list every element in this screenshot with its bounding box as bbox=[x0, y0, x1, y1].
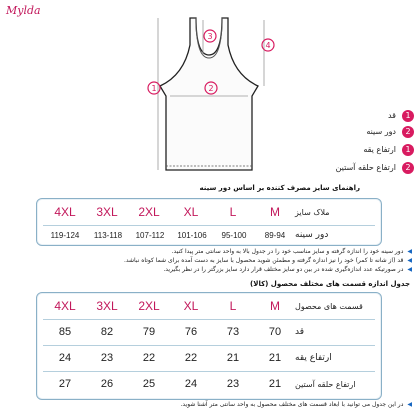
neck-value-3xl: 23 bbox=[100, 352, 114, 364]
svg-text:1: 1 bbox=[151, 84, 157, 93]
neck-value-4xl: 24 bbox=[58, 352, 72, 364]
size-m: M bbox=[270, 205, 280, 219]
triangle-bullet-icon: ◀ bbox=[407, 266, 412, 273]
size-header-row bbox=[37, 199, 381, 225]
length-value-2xl: 79 bbox=[142, 326, 156, 338]
size-2xl: 2XL bbox=[138, 205, 160, 219]
armhole-value-l: 23 bbox=[226, 378, 240, 390]
footer-note-text: در این جدول می توانید با ابعاد قسمت های مختلف محصول به واحد سانتی متر آشنا شوید. bbox=[180, 401, 404, 408]
chest-value-xl: 101-106 bbox=[177, 230, 207, 240]
length-value-4xl: 85 bbox=[58, 326, 72, 338]
triangle-bullet-icon: ◀ bbox=[407, 248, 412, 255]
product-measurements-title: جدول اندازه قسمت های مختلف محصول (کالا) bbox=[250, 280, 410, 288]
armhole-value-xl: 24 bbox=[184, 378, 198, 390]
chest-value-l: 95-100 bbox=[221, 230, 247, 240]
size-l: L bbox=[229, 299, 237, 313]
note-1-text: دور سینه خود را اندازه گرفته و سایز مناسب خود را در جدول بالا به واحد سانتی متر پیدا کنید. bbox=[171, 248, 404, 255]
size-3xl: 3XL bbox=[96, 205, 118, 219]
length-value-l: 73 bbox=[226, 326, 240, 338]
armhole-value-2xl: 25 bbox=[142, 378, 156, 390]
legend-label-length: قد bbox=[387, 111, 396, 120]
note-2-text: قد (از شانه تا کمر) خود را نیز اندازه گرفته و مطمئن شوید محصول با سایز به دست آمده برای شما کوتاه نباشد. bbox=[123, 257, 404, 264]
armhole-row-label: ارتفاع حلقه آستین bbox=[295, 379, 356, 389]
svg-text:4: 4 bbox=[265, 41, 271, 50]
note-3-text: در صورتیکه عدد اندازه‌گیری شده در بین دو سایز مختلف قرار دارد سایز بزرگتر را در نظر بگیرید. bbox=[163, 266, 404, 273]
size-xl: XL bbox=[183, 299, 199, 313]
length-value-xl: 76 bbox=[184, 326, 198, 338]
length-row-label: قد bbox=[295, 327, 305, 337]
size-header-row bbox=[37, 293, 381, 319]
chest-row-label: دور سینه bbox=[295, 230, 329, 240]
badge-3 bbox=[204, 30, 216, 42]
chest-value-4xl: 119-124 bbox=[50, 230, 80, 240]
armhole-value-m: 21 bbox=[268, 378, 282, 390]
legend-item-armhole bbox=[288, 162, 414, 174]
size-l: L bbox=[229, 205, 237, 219]
legend-number-2: 2 bbox=[402, 126, 414, 138]
neck-row-label: ارتفاع یقه bbox=[295, 353, 332, 363]
chest-value-m: 89-94 bbox=[264, 230, 286, 240]
svg-text:2: 2 bbox=[208, 84, 214, 93]
brand-logo: Mylda bbox=[6, 4, 41, 17]
size-2xl: 2XL bbox=[138, 299, 160, 313]
size-guide-table bbox=[36, 198, 382, 246]
legend-label-armhole: ارتفاع حلقه آستین bbox=[335, 163, 396, 172]
legend-label-chest: دور سینه bbox=[366, 127, 396, 136]
neck-value-xl: 22 bbox=[184, 352, 198, 364]
chest-value-2xl: 107-112 bbox=[135, 230, 165, 240]
legend-item-length bbox=[288, 110, 414, 122]
armhole-value-3xl: 26 bbox=[100, 378, 114, 390]
size-guide-title: راهنمای سایز مصرف کننده بر اساس دور سینه bbox=[199, 184, 360, 192]
svg-text:3: 3 bbox=[207, 32, 213, 41]
neck-value-2xl: 22 bbox=[142, 352, 156, 364]
legend-item-neck bbox=[288, 144, 414, 156]
legend-number-4: 2 bbox=[402, 162, 414, 174]
size-4xl: 4XL bbox=[54, 299, 76, 313]
legend-label-neck: ارتفاع یقه bbox=[363, 145, 396, 154]
legend-number-3: 1 bbox=[402, 144, 414, 156]
product-measurements-table bbox=[36, 292, 382, 400]
footer-note bbox=[180, 401, 412, 408]
length-value-m: 70 bbox=[268, 326, 282, 338]
note-1 bbox=[172, 248, 412, 256]
triangle-bullet-icon: ◀ bbox=[407, 401, 412, 408]
chest-value-3xl: 113-118 bbox=[93, 230, 123, 240]
size-4xl: 4XL bbox=[54, 205, 76, 219]
chest-values-row bbox=[37, 225, 381, 245]
table-row bbox=[37, 345, 381, 371]
table-row bbox=[37, 319, 381, 345]
legend-number-1: 1 bbox=[402, 110, 414, 122]
neck-value-m: 21 bbox=[268, 352, 282, 364]
size-xl: XL bbox=[183, 205, 199, 219]
note-2 bbox=[124, 257, 412, 265]
legend-item-chest bbox=[288, 126, 414, 138]
table-row bbox=[37, 371, 381, 397]
product-parts-label: قسمت های محصول bbox=[295, 301, 363, 311]
size-m: M bbox=[270, 299, 280, 313]
neck-value-l: 21 bbox=[226, 352, 240, 364]
length-value-3xl: 82 bbox=[100, 326, 114, 338]
size-3xl: 3XL bbox=[96, 299, 118, 313]
note-3 bbox=[163, 266, 412, 274]
armhole-value-4xl: 27 bbox=[58, 378, 72, 390]
size-criteria-label: ملاک سایز bbox=[295, 207, 330, 217]
triangle-bullet-icon: ◀ bbox=[407, 257, 412, 264]
